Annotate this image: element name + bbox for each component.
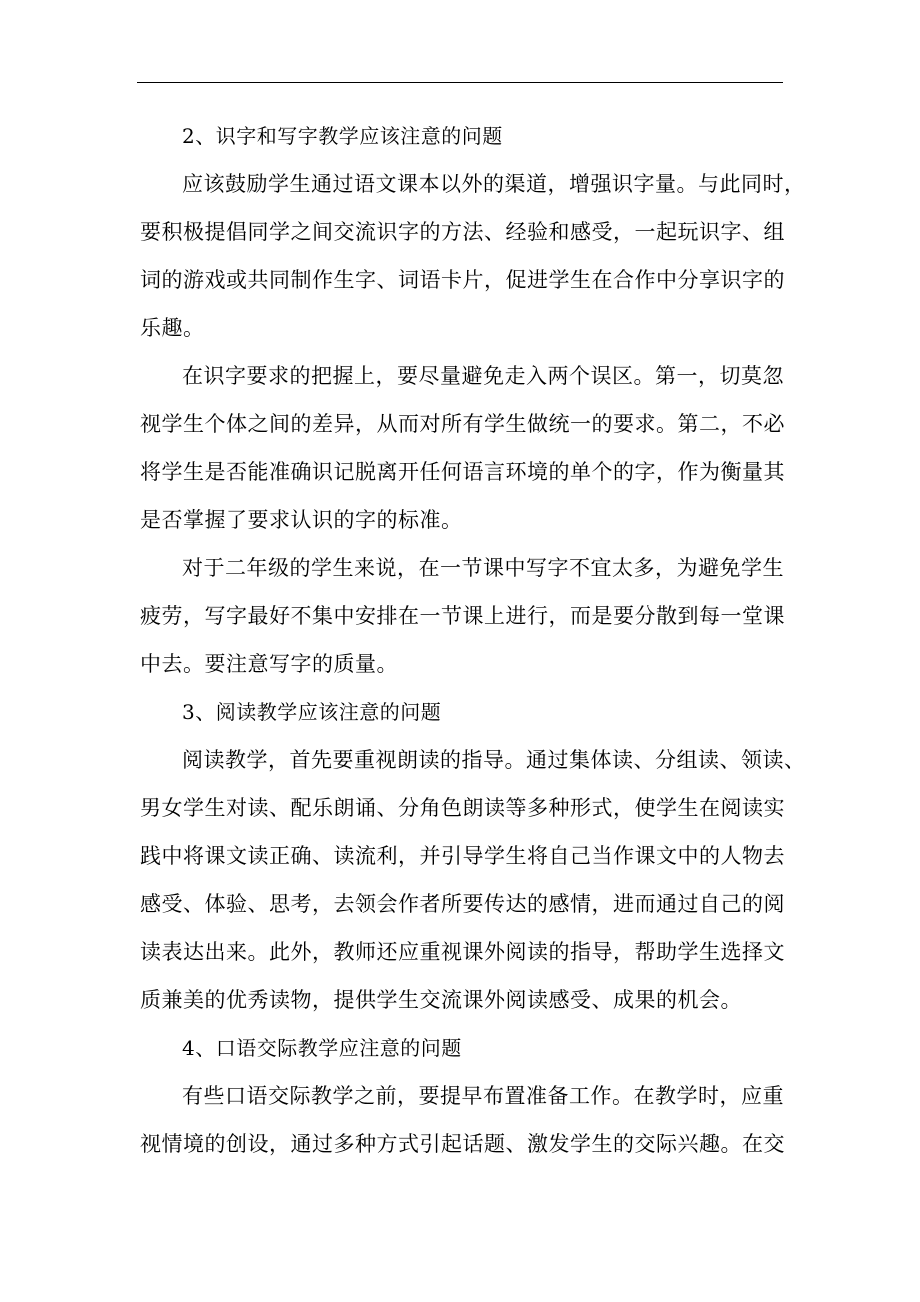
text-line: 视学生个体之间的差异，从而对所有学生做统一的要求。第二，不必 xyxy=(140,412,785,436)
text-line: 疲劳，写字最好不集中安排在一节课上进行，而是要分散到每一堂课 xyxy=(140,604,785,628)
text-line: 中去。要注意写字的质量。 xyxy=(140,652,398,676)
text-line: 阅读教学，首先要重视朗读的指导。通过集体读、分组读、领读、 xyxy=(182,748,806,772)
text-line: 读表达出来。此外，教师还应重视课外阅读的指导，帮助学生选择文 xyxy=(140,940,785,964)
text-line: 对于二年级的学生来说，在一节课中写字不宜太多，为避免学生 xyxy=(182,556,784,580)
text-line: 男女学生对读、配乐朗诵、分角色朗读等多种形式，使学生在阅读实 xyxy=(140,796,785,820)
text-line: 质兼美的优秀读物，提供学生交流课外阅读感受、成果的机会。 xyxy=(140,988,742,1012)
text-line: 视情境的创设，通过多种方式引起话题、激发学生的交际兴趣。在交 xyxy=(140,1132,785,1156)
section-2-paragraph-1 xyxy=(140,160,806,352)
section-2-paragraph-3 xyxy=(140,544,790,688)
text-line: 是否掌握了要求认识的字的标准。 xyxy=(140,508,463,532)
text-line: 将学生是否能准确识记脱离开任何语言环境的单个的字，作为衡量其 xyxy=(140,460,785,484)
text-line: 践中将课文读正确、读流利，并引导学生将自己当作课文中的人物去 xyxy=(140,844,785,868)
section-3-paragraph-1 xyxy=(140,736,806,1024)
text-line: 词的游戏或共同制作生字、词语卡片，促进学生在合作中分享识字的 xyxy=(140,268,785,292)
section-4-heading: 4、口语交际教学应注意的问题 xyxy=(182,1036,462,1060)
header-rule xyxy=(137,82,783,83)
text-line: 乐趣。 xyxy=(140,316,205,340)
text-line: 感受、体验、思考，去领会作者所要传达的感情，进而通过自己的阅 xyxy=(140,892,785,916)
text-line: 应该鼓励学生通过语文课本以外的渠道，增强识字量。与此同时， xyxy=(182,172,806,196)
text-line: 要积极提倡同学之间交流识字的方法、经验和感受，一起玩识字、组 xyxy=(140,220,785,244)
section-2-heading: 2、识字和写字教学应该注意的问题 xyxy=(182,124,503,148)
document-body xyxy=(140,112,806,1168)
text-line: 有些口语交际教学之前，要提早布置准备工作。在教学时，应重 xyxy=(182,1084,784,1108)
section-2-paragraph-2 xyxy=(140,352,790,544)
section-3-heading: 3、阅读教学应该注意的问题 xyxy=(182,700,442,724)
section-4-paragraph-1 xyxy=(140,1072,790,1168)
text-line: 在识字要求的把握上，要尽量避免走入两个误区。第一，切莫忽 xyxy=(182,364,784,388)
